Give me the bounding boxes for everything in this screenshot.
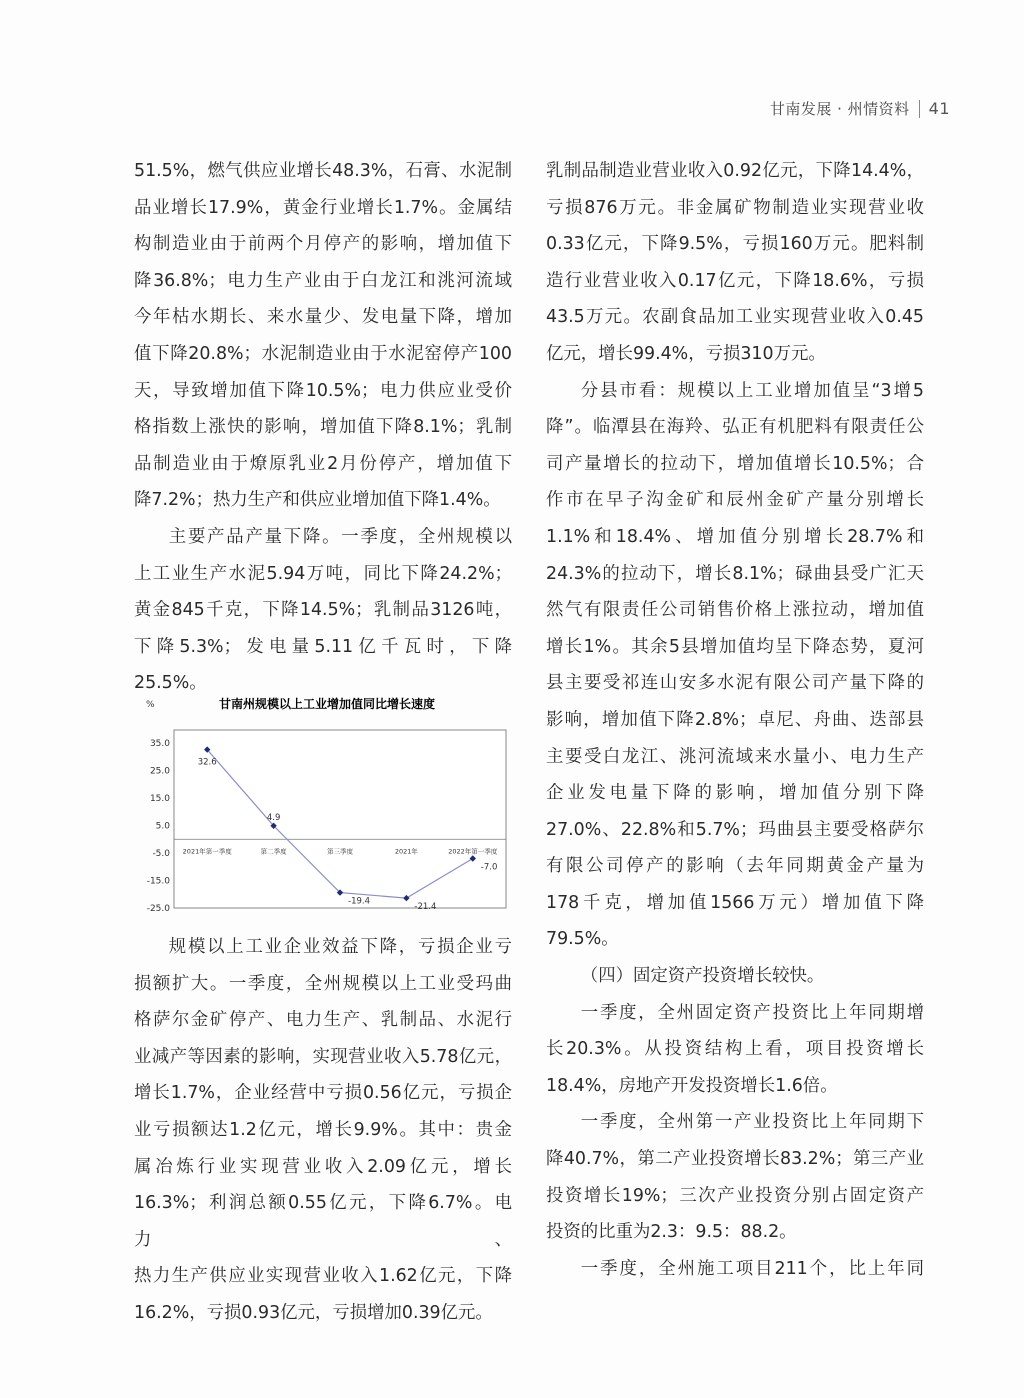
- text-line: 乳制品制造业营业收入0.92亿元，下降14.4%，: [546, 161, 924, 181]
- data-label: -19.4: [348, 896, 370, 907]
- text-line: 1.1%和18.4%、增加值分别增长28.7%和: [546, 526, 924, 547]
- text-line: 27.0%、22.8%和5.7%；玛曲县主要受格萨尔: [546, 819, 924, 840]
- text-line: 上工业生产水泥5.94万吨，同比下降24.2%；: [134, 563, 512, 584]
- text-line: 品业增长17.9%，黄金行业增长1.7%。金属结: [134, 197, 512, 218]
- text-line: 16.2%，亏损0.93亿元，亏损增加0.39亿元。: [134, 1302, 493, 1323]
- text-line: 黄金845千克，下降14.5%；乳制品3126吨，: [134, 600, 512, 621]
- text-line: 降40.7%，第二产业投资增长83.2%；第三产业: [546, 1149, 924, 1170]
- running-header: [770, 98, 950, 119]
- y-tick-label: 25.0: [149, 766, 170, 777]
- text-line: 分县市看：规模以上工业增加值呈“3增5: [580, 380, 924, 401]
- text-line: 43.5万元。农副食品加工业实现营业收入0.45: [546, 307, 924, 328]
- text-line: 长20.3%。从投资结构上看，项目投资增长: [546, 1039, 924, 1060]
- growth-chart-svg: [134, 688, 512, 920]
- text-line: 一季度，全州施工项目211个，比上年同: [580, 1258, 924, 1279]
- text-line: 县主要受祁连山安多水泥有限公司产量下降的: [546, 673, 924, 694]
- y-tick-label: 15.0: [149, 794, 170, 804]
- chart-title: 甘南州规模以上工业增加值同比增长速度: [218, 697, 436, 711]
- text-line: 造行业营业收入0.17亿元，下降18.6%，亏损: [546, 270, 924, 291]
- y-tick-label: 5.0: [155, 821, 170, 832]
- text-line: 构制造业由于前两个月停产的影响，增加值下: [134, 234, 512, 255]
- plot-area: [174, 730, 506, 908]
- text-line: 24.3%的拉动下，增长8.1%；碌曲县受广汇天: [546, 563, 924, 584]
- text-line: 51.5%，燃气供应业增长48.3%，石膏、水泥制: [134, 161, 512, 181]
- text-line: 品制造业由于燎原乳业2月份停产，增加值下: [134, 453, 512, 474]
- text-line: 主要产品产量下降。一季度，全州规模以: [168, 526, 512, 547]
- text-line: 企业发电量下降的影响，增加值分别下降: [546, 783, 924, 804]
- data-label: 32.6: [197, 757, 217, 768]
- text-line: 79.5%。: [546, 929, 619, 950]
- text-line: 损额扩大。一季度，全州规模以上工业受玛曲: [134, 973, 512, 994]
- x-category-label: 2021年第一季度: [182, 847, 232, 856]
- left-column-top: [134, 153, 512, 702]
- chart-ylabel: %: [146, 700, 155, 710]
- header-divider: [919, 100, 920, 118]
- text-line: 格萨尔金矿停产、电力生产、乳制品、水泥行: [134, 1010, 512, 1031]
- text-line: 然气有限责任公司销售价格上涨拉动，增加值: [546, 600, 924, 621]
- data-label: -21.4: [414, 902, 437, 913]
- text-line: 一季度，全州固定资产投资比上年同期增: [580, 1002, 924, 1023]
- text-line: 格指数上涨快的影响，增加值下降8.1%；乳制: [134, 417, 512, 438]
- text-line: 主要受白龙江、洮河流域来水量小、电力生产: [546, 746, 924, 767]
- text-line: 影响，增加值下降2.8%；卓尼、舟曲、迭部县: [546, 709, 924, 730]
- text-line: 值下降20.8%；水泥制造业由于水泥窑停产100: [134, 343, 512, 364]
- text-line: 0.33亿元，下降9.5%，亏损160万元。肥料制: [546, 234, 924, 255]
- text-line: 18.4%，房地产开发投资增长1.6倍。: [546, 1075, 838, 1096]
- text-line: 一季度，全州第一产业投资比上年同期下: [580, 1112, 924, 1133]
- x-category-label: 第二季度: [260, 847, 287, 856]
- text-line: 热力生产供应业实现营业收入1.62亿元，下降: [134, 1266, 512, 1287]
- y-tick-label: 35.0: [149, 739, 170, 749]
- text-line: 亿元，增长99.4%，亏损310万元。: [546, 343, 826, 364]
- text-line: 业减产等因素的影响，实现营业收入5.78亿元，: [134, 1046, 512, 1067]
- text-line: 亏损876万元。非金属矿物制造业实现营业收: [546, 197, 924, 218]
- x-category-label: 2021年: [394, 847, 418, 856]
- x-category-label: 第三季度: [327, 847, 353, 856]
- text-line: 投资增长19%；三次产业投资分别占固定资产: [546, 1185, 924, 1206]
- x-category-label: 2022年第一季度: [448, 847, 498, 856]
- text-line: 业亏损额达1.2亿元，增长9.9%。其中：贵金: [134, 1119, 512, 1140]
- header-title: 甘南发展 · 州情资料: [769, 100, 910, 118]
- text-line: 增长1.7%，企业经营中亏损0.56亿元，亏损企: [134, 1083, 512, 1104]
- growth-chart: [134, 688, 512, 920]
- text-line: 属冶炼行业实现营业收入2.09亿元，增长: [134, 1156, 512, 1177]
- text-line: 降”。临潭县在海羚、弘正有机肥料有限责任公: [546, 417, 924, 438]
- text-line: 规模以上工业企业效益下降，亏损企业亏: [168, 937, 512, 957]
- y-tick-label: -5.0: [152, 849, 170, 859]
- page-number: 41: [928, 99, 950, 118]
- y-tick-label: -25.0: [146, 904, 170, 914]
- text-line: 作市在早子沟金矿和辰州金矿产量分别增长: [546, 490, 924, 511]
- text-line: 下降5.3%；发电量5.11亿千瓦时，下降25.5%。: [134, 636, 512, 694]
- section-heading: （四）固定资产投资增长较快。: [580, 966, 825, 987]
- text-line: 今年枯水期长、来水量少、发电量下降，增加: [134, 307, 512, 328]
- text-line: 降36.8%；电力生产业由于白龙江和洮河流域: [134, 270, 512, 291]
- right-column: [546, 153, 924, 1287]
- text-line: 天，导致增加值下降10.5%；电力供应业受价: [134, 380, 512, 401]
- text-line: 16.3%；利润总额0.55亿元，下降6.7%。电力、: [134, 1193, 512, 1250]
- data-label: 4.9: [266, 812, 281, 823]
- text-line: 降7.2%；热力生产和供应业增加值下降1.4%。: [134, 490, 501, 511]
- text-line: 178千克，增加值1566万元）增加值下降: [546, 892, 924, 913]
- data-label: -7.0: [480, 862, 498, 873]
- text-line: 投资的比重为2.3：9.5：88.2。: [546, 1222, 797, 1243]
- y-tick-label: -15.0: [146, 876, 170, 887]
- left-column-bottom: [134, 929, 512, 1332]
- text-line: 司产量增长的拉动下，增加值增长10.5%；合: [546, 453, 924, 474]
- text-line: 增长1%。其余5县增加值均呈下降态势，夏河: [546, 636, 924, 657]
- text-line: 有限公司停产的影响（去年同期黄金产量为: [546, 856, 924, 877]
